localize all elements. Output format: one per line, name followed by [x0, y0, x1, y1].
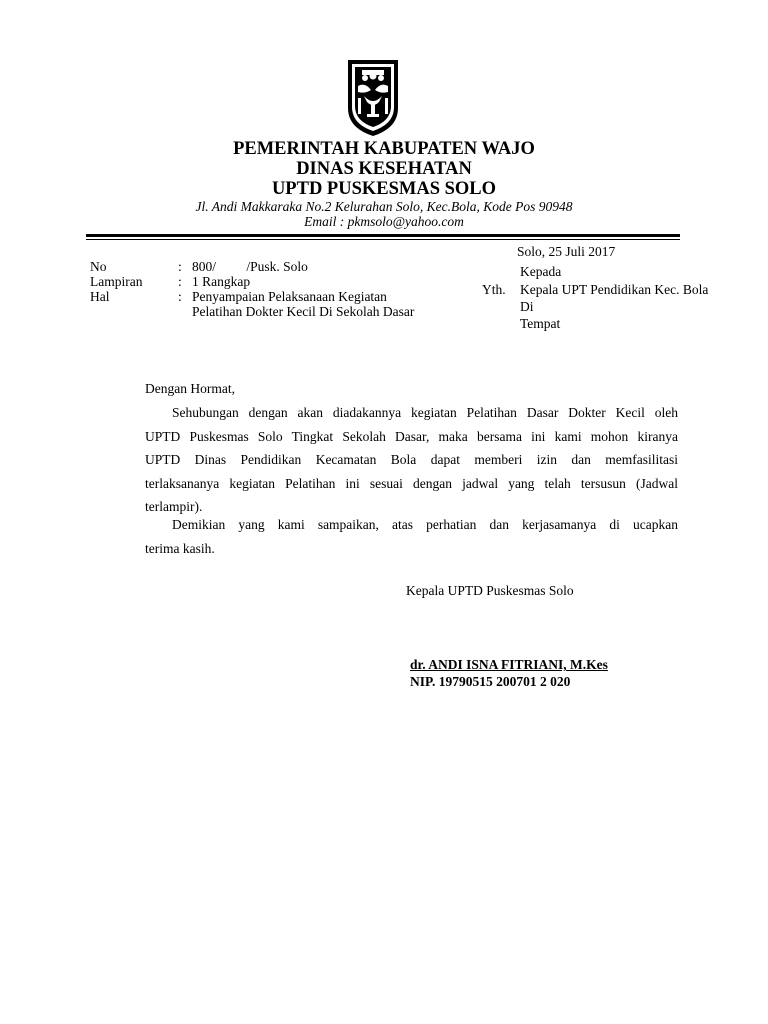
paragraph-line: terlampir). — [145, 499, 203, 514]
meta-hal-value-line2: Pelatihan Dokter Kecil Di Sekolah Dasar — [192, 304, 415, 319]
meta-no-label: No — [90, 259, 107, 274]
wajo-regency-seal-icon — [345, 56, 401, 138]
signature-title: Kepala UPTD Puskesmas Solo — [406, 583, 574, 598]
meta-lampiran-value: 1 Rangkap — [192, 274, 251, 289]
letterhead-divider-thick — [86, 234, 680, 237]
letterhead-email: Email : pkmsolo@yahoo.com — [304, 214, 464, 229]
body-paragraph-2 — [145, 513, 678, 560]
paragraph-line: Demikian yang kami sampaikan, atas perhatian dan kerjasamanya di ucapkan — [172, 517, 678, 532]
letterhead-address: Jl. Andi Makkaraka No.2 Kelurahan Solo, Kec.Bola, Kode Pos 90948 — [195, 199, 573, 214]
meta-hal-value-line1: Penyampaian Pelaksanaan Kegiatan — [192, 289, 387, 304]
letter-date: Solo, 25 Juli 2017 — [517, 244, 616, 259]
paragraph-line: terima kasih. — [145, 540, 215, 556]
recipient-line1: Kepala UPT Pendidikan Kec. Bola — [520, 282, 709, 297]
paragraph-line: UPTD Dinas Pendidikan Kecamatan Bola dapat memberi izin dan memfasilitasi — [145, 452, 678, 467]
paragraph-line: UPTD Puskesmas Solo Tingkat Sekolah Dasar, maka bersama ini kami mohon kiranya — [145, 428, 678, 444]
paragraph-line: terlaksananya kegiatan Pelatihan ini sesuai dengan jadwal yang telah tersusun (Jadwal — [145, 475, 678, 491]
meta-no-value: 800/ /Pusk. Solo — [192, 259, 308, 274]
meta-lampiran-label: Lampiran — [90, 274, 143, 289]
meta-hal-label: Hal — [90, 289, 110, 304]
greeting: Dengan Hormat, — [145, 381, 235, 396]
recipient-line2: Di — [520, 299, 534, 314]
body-paragraph-1 — [145, 401, 678, 519]
letterhead-institution: UPTD PUSKESMAS SOLO — [271, 179, 497, 199]
letterhead-divider-thin — [86, 239, 680, 240]
signature-nip: NIP. 19790515 200701 2 020 — [410, 674, 571, 689]
signature-name: dr. ANDI ISNA FITRIANI, M.Kes — [410, 657, 608, 672]
recipient-kepada: Kepada — [520, 264, 562, 279]
letterhead-department: DINAS KESEHATAN — [296, 159, 472, 179]
recipient-line3: Tempat — [520, 316, 561, 331]
meta-lampiran-colon: : — [178, 274, 182, 289]
recipient-yth: Yth. — [482, 282, 506, 297]
letterhead-government: PEMERINTAH KABUPATEN WAJO — [233, 139, 535, 159]
meta-no-colon: : — [178, 259, 182, 274]
paragraph-line: Sehubungan dengan akan diadakannya kegiatan Pelatihan Dasar Dokter Kecil oleh — [172, 405, 678, 420]
meta-hal-colon: : — [178, 289, 182, 304]
